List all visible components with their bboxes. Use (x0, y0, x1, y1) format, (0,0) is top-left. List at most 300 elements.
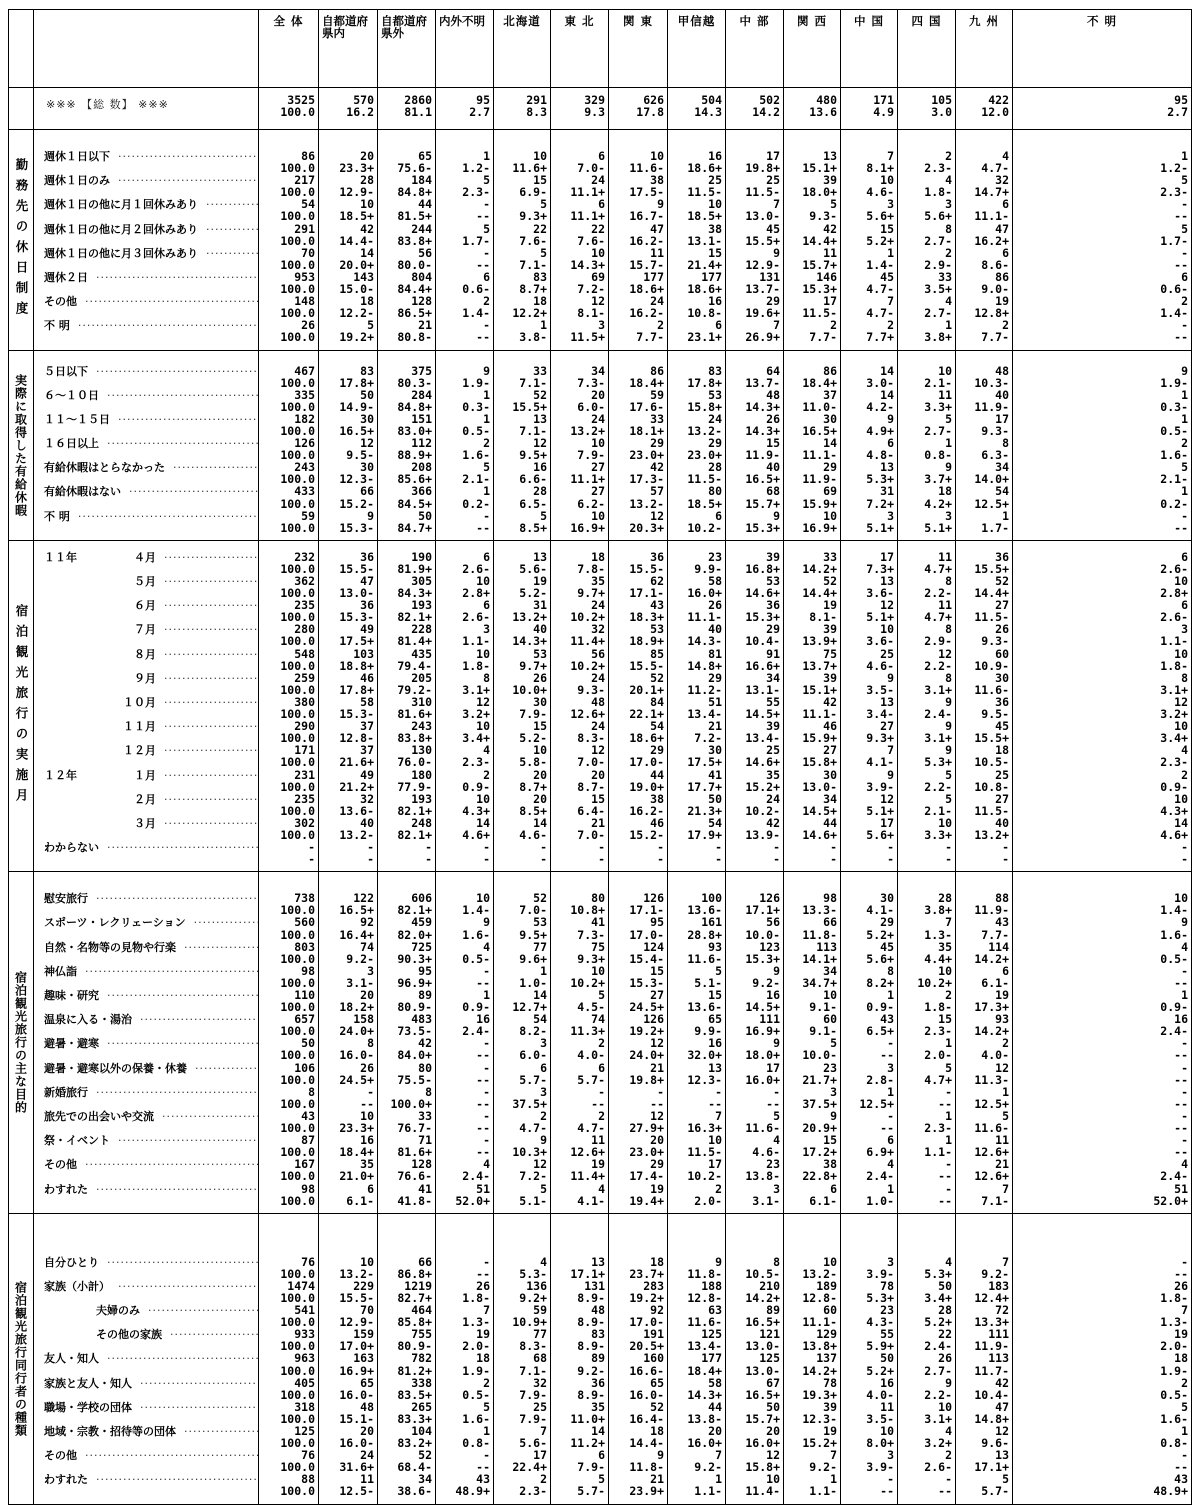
section-title: 宿泊観光旅行同行者の種類 (9, 1213, 34, 1504)
percent-value: -- (1174, 975, 1188, 990)
count-value: 10 (708, 1133, 722, 1148)
count-value: 52 (533, 387, 547, 402)
count-value: 92 (650, 1303, 664, 1318)
count-value: 11 (880, 1399, 894, 1414)
count-value: 12 (476, 694, 490, 709)
percent-value: 84.4+ (397, 282, 432, 297)
count-value: 86 (650, 363, 664, 378)
data-column-cell (378, 130, 436, 351)
count-value: 29 (650, 436, 664, 451)
percent-value: 13.6- (687, 1000, 722, 1015)
row-label (34, 841, 258, 865)
category-label: 避暑・避寒以外の保養・休養 (44, 1061, 187, 1075)
data-column-cell (378, 872, 436, 1213)
column-header: 内外不明 (436, 10, 494, 88)
count-value: 47 (995, 221, 1009, 236)
percent-value: 6.9+ (866, 1145, 894, 1160)
percent-value: 7.9- (577, 448, 605, 463)
month-label: ４月 (134, 550, 156, 564)
percent-value: 8.2- (519, 1024, 547, 1039)
percent-value: 81.6+ (397, 1145, 432, 1160)
percent-value: 75.5- (397, 1072, 432, 1087)
percent-value: 2.4- (1160, 1169, 1188, 1184)
percent-value: 14.4+ (802, 586, 837, 601)
count-value: 9 (830, 1108, 837, 1123)
percent-value: 84.0+ (397, 1048, 432, 1063)
data-column-cell (609, 350, 668, 540)
percent-value: 18.5+ (339, 209, 374, 224)
data-column-cell (551, 872, 609, 1213)
leader-dots (107, 389, 258, 413)
count-value: 22 (533, 221, 547, 236)
count-value: 9 (887, 767, 894, 782)
percent-value: 14.3+ (687, 1387, 722, 1402)
count-value: 4 (483, 939, 490, 954)
total-value (841, 88, 898, 130)
count-value: 6 (715, 508, 722, 523)
percent-value: 15.2+ (802, 1436, 837, 1451)
percent-value: 4.7- (866, 306, 894, 321)
count-value: 30 (708, 743, 722, 758)
count-value: 380 (294, 694, 315, 709)
count-value: 738 (294, 891, 315, 906)
count-value: - (1181, 1254, 1188, 1269)
percent-value: 22.1+ (629, 707, 664, 722)
count-value: 23 (766, 1157, 780, 1172)
total-value (609, 88, 668, 130)
count-value: 9 (945, 1375, 952, 1390)
count-value: 5 (1181, 221, 1188, 236)
percent-value: 5.1- (519, 1193, 547, 1208)
percent-value: 9.7+ (577, 586, 605, 601)
percent-value: 1.4- (462, 306, 490, 321)
count-value: 6 (483, 549, 490, 564)
row-label (34, 1062, 258, 1086)
percent-value: 11.6- (745, 1121, 780, 1136)
percent-value: 10.8- (687, 306, 722, 321)
count-value: 29 (880, 915, 894, 930)
count-value: 9 (715, 1254, 722, 1269)
count-value: 5 (1181, 1399, 1188, 1414)
count-value: 265 (411, 1399, 432, 1414)
percent-value: 5.7- (519, 1072, 547, 1087)
percent-value: 0.8- (462, 1436, 490, 1451)
percent-value: 84.8+ (397, 185, 432, 200)
count-value: 20 (591, 767, 605, 782)
leader-dots (164, 575, 258, 599)
count-value: 302 (294, 815, 315, 830)
row-label (34, 437, 258, 461)
count-value: - (483, 840, 490, 855)
count-value: 43 (995, 915, 1009, 930)
data-column-cell (898, 872, 956, 1213)
data-column-cell (668, 350, 726, 540)
month-label: ７月 (134, 623, 156, 637)
percent-value: 10.5- (974, 755, 1009, 770)
percent-value: 8.1- (577, 306, 605, 321)
percent-value: 73.5- (397, 1024, 432, 1039)
column-header: 北海道 (494, 10, 551, 88)
percent-value: 4.0- (866, 1387, 894, 1402)
count-value: 3 (945, 197, 952, 212)
percent-value: 7.3- (577, 927, 605, 942)
count-value: 248 (411, 815, 432, 830)
percent-value: 3.1+ (1160, 682, 1188, 697)
percent-value: 12.3- (802, 1411, 837, 1426)
count-value: 1 (945, 318, 952, 333)
percent-value: 5.3+ (924, 1266, 952, 1281)
percent-value: 15.9+ (802, 496, 837, 511)
total-percent: 100.0 (280, 105, 315, 120)
count-value: 205 (411, 670, 432, 685)
percent-value: - (773, 852, 780, 867)
percent-value: 16.2- (629, 306, 664, 321)
count-value: 12 (995, 1424, 1009, 1438)
count-value: 13 (708, 1060, 722, 1075)
count-value: 36 (591, 1375, 605, 1390)
percent-value: 15.7+ (802, 257, 837, 272)
percent-value: 1.8- (462, 658, 490, 673)
percent-value: 100.0+ (390, 1096, 432, 1111)
count-value: 137 (816, 1351, 837, 1366)
count-value: 9 (773, 245, 780, 260)
row-labels (34, 1213, 259, 1504)
leader-dots (107, 1256, 258, 1280)
count-value: 229 (353, 1278, 374, 1293)
percent-value: 13.8- (745, 1169, 780, 1184)
percent-value: 5.2- (519, 731, 547, 746)
count-value: - (483, 1254, 490, 1269)
count-value: 182 (294, 411, 315, 426)
percent-value: 100.0 (280, 903, 315, 918)
count-value: 50 (418, 508, 432, 523)
count-value: 9 (483, 363, 490, 378)
category-label: その他の家族 (96, 1328, 162, 1342)
percent-value: 100.0 (280, 233, 315, 248)
percent-value: 18.5+ (687, 496, 722, 511)
percent-value: 1.4- (866, 257, 894, 272)
percent-value: -- (1174, 1072, 1188, 1087)
count-value: 10 (1174, 719, 1188, 734)
count-value: 464 (411, 1303, 432, 1318)
percent-value: 11.9- (974, 399, 1009, 414)
count-value: 803 (294, 939, 315, 954)
count-value: 69 (591, 269, 605, 284)
percent-value: 2.7- (924, 1363, 952, 1378)
count-value: 12 (650, 1108, 664, 1123)
count-value: 19 (823, 1424, 837, 1438)
count-value: 58 (360, 694, 374, 709)
percent-value: 11.4+ (570, 1169, 605, 1184)
category-label: １６日以上 (44, 437, 99, 451)
percent-value: 13.1- (687, 233, 722, 248)
count-value: 6 (598, 1060, 605, 1075)
count-value: 146 (816, 269, 837, 284)
percent-value: 14.2+ (974, 1024, 1009, 1039)
count-value: - (367, 840, 374, 855)
count-value: 17 (823, 294, 837, 309)
count-value: 65 (708, 1012, 722, 1027)
count-value: 2 (887, 318, 894, 333)
count-value: 2 (830, 318, 837, 333)
count-value: 27 (591, 460, 605, 475)
percent-value: 100.0 (280, 496, 315, 511)
count-value: 1 (945, 436, 952, 451)
percent-value: 16.9+ (745, 1024, 780, 1039)
percent-value: 2.2- (924, 1387, 952, 1402)
percent-value: 11.5+ (570, 330, 605, 345)
percent-value: -- (476, 1072, 490, 1087)
year-label (44, 575, 108, 599)
percent-value: 1.6- (462, 927, 490, 942)
count-value: 93 (708, 939, 722, 954)
percent-value: 13.2+ (974, 827, 1009, 842)
data-column-cell (378, 1213, 436, 1504)
count-value: 14 (533, 988, 547, 1002)
count-value: 16 (476, 1012, 490, 1027)
count-value: 48 (591, 1303, 605, 1318)
percent-value: 3.2+ (924, 1436, 952, 1451)
percent-value: 13.4- (687, 1339, 722, 1354)
total-percent: 14.3 (694, 105, 722, 120)
count-value: 75 (591, 939, 605, 954)
count-value: 13 (823, 149, 837, 163)
percent-value: - (1181, 852, 1188, 867)
count-value: - (773, 840, 780, 855)
row-label (34, 720, 258, 744)
count-value: 65 (418, 149, 432, 163)
count-value: 92 (360, 915, 374, 930)
count-value: 15 (708, 245, 722, 260)
percent-value: 12.9- (745, 257, 780, 272)
count-value: 210 (759, 1278, 780, 1293)
count-value: 20 (360, 988, 374, 1002)
count-value: 160 (643, 1351, 664, 1366)
percent-value: 100.0 (280, 1290, 315, 1305)
percent-value: 11.6- (974, 1121, 1009, 1136)
leader-dots (173, 461, 258, 485)
count-value: 10 (591, 963, 605, 978)
count-value: 11 (823, 245, 837, 260)
percent-value: -- (766, 1096, 780, 1111)
percent-value: 10.2+ (570, 658, 605, 673)
count-value: 5 (540, 197, 547, 212)
count-value: 6 (1181, 549, 1188, 564)
percent-value: 0.9- (462, 1000, 490, 1015)
leader-dots (107, 437, 258, 461)
count-value: 280 (294, 622, 315, 637)
percent-value: 2.4- (924, 707, 952, 722)
category-label: 家族（小計） (44, 1279, 110, 1293)
percent-value: 7.8- (577, 561, 605, 576)
percent-value: 13.8+ (802, 1339, 837, 1354)
leader-dots (164, 769, 258, 793)
percent-value: 100.0 (280, 731, 315, 746)
count-value: - (308, 840, 315, 855)
leader-dots (85, 1158, 258, 1182)
count-value: 10 (476, 574, 490, 588)
count-value: 32 (533, 1375, 547, 1390)
count-value: 2 (598, 1036, 605, 1051)
count-value: 7 (887, 149, 894, 163)
percent-value: 14.8+ (687, 658, 722, 673)
count-value: 80 (591, 891, 605, 906)
percent-value: 1.0- (866, 1193, 894, 1208)
count-value: 4 (1181, 743, 1188, 758)
percent-value: 9.0- (981, 282, 1009, 297)
percent-value: -- (938, 1169, 952, 1184)
percent-value: 5.1+ (866, 520, 894, 535)
data-column-cell (668, 130, 726, 351)
row-label (34, 223, 258, 247)
count-value: 2 (483, 767, 490, 782)
count-value: 657 (294, 1012, 315, 1027)
row-label (34, 1013, 258, 1037)
count-value: 177 (701, 1351, 722, 1366)
count-value: 6 (598, 197, 605, 212)
percent-value: 7.6- (577, 233, 605, 248)
leader-dots (96, 365, 258, 389)
count-value: 78 (823, 1375, 837, 1390)
leader-dots (164, 623, 258, 647)
percent-value: 3.1- (346, 975, 374, 990)
count-value: - (483, 1108, 490, 1123)
count-value: 20 (591, 387, 605, 402)
count-value: 41 (708, 767, 722, 782)
percent-value: 11.9- (974, 1339, 1009, 1354)
percent-value: 100.0 (280, 1484, 315, 1499)
percent-value: 17.0- (629, 1315, 664, 1330)
percent-value: -- (1174, 1145, 1188, 1160)
percent-value: 17.0+ (339, 1339, 374, 1354)
leader-dots (78, 510, 258, 534)
count-value: 5 (483, 221, 490, 236)
percent-value: 14.5+ (802, 803, 837, 818)
percent-value: 20.9+ (802, 1121, 837, 1136)
total-count: 502 (759, 93, 780, 107)
leader-dots (107, 1037, 258, 1061)
count-value: 151 (411, 411, 432, 426)
percent-value: 1.3- (924, 927, 952, 942)
count-value: 1 (483, 149, 490, 163)
corner-cell (9, 10, 34, 88)
row-label (34, 461, 258, 485)
percent-value: 9.2- (981, 1266, 1009, 1281)
data-column-cell (436, 872, 494, 1213)
count-value: 10 (533, 149, 547, 163)
percent-value: 52.0+ (455, 1193, 490, 1208)
percent-value: 3.7+ (924, 472, 952, 487)
percent-value: 17.5- (629, 185, 664, 200)
percent-value: 22.4+ (512, 1460, 547, 1475)
count-value: 59 (301, 508, 315, 523)
count-value: 12 (591, 294, 605, 309)
count-value: 6 (598, 1448, 605, 1463)
percent-value: 5.7- (577, 1072, 605, 1087)
count-value: 755 (411, 1327, 432, 1342)
percent-value: 16.4- (629, 1411, 664, 1426)
percent-value: 15.3+ (745, 610, 780, 625)
percent-value: 0.3- (1160, 399, 1188, 414)
total-count: 480 (816, 93, 837, 107)
column-header: 自都道府県内 (319, 10, 378, 88)
percent-value: 14.3+ (745, 423, 780, 438)
count-value: 52 (533, 891, 547, 906)
percent-value: 2.9- (924, 634, 952, 649)
data-column-cell (494, 350, 551, 540)
count-value: 54 (301, 197, 315, 212)
percent-value: 100.0 (280, 1048, 315, 1063)
percent-value: 15.3- (339, 610, 374, 625)
count-value: 125 (294, 1424, 315, 1438)
percent-value: 23.0+ (687, 448, 722, 463)
total-value (378, 88, 436, 130)
count-value: 4 (945, 1254, 952, 1269)
count-value: 21 (995, 1157, 1009, 1172)
percent-value: 10.5- (745, 1266, 780, 1281)
count-value: 725 (411, 939, 432, 954)
count-value: 106 (294, 1060, 315, 1075)
percent-value: 80.9- (397, 1000, 432, 1015)
data-column-cell (841, 1213, 898, 1504)
count-value: 1 (945, 1108, 952, 1123)
count-value: 12 (880, 791, 894, 806)
category-label: 週休１日以下 (44, 150, 110, 163)
count-value: 5 (715, 963, 722, 978)
table-body (9, 10, 1192, 1505)
count-value: 11 (650, 245, 664, 260)
leader-dots (107, 841, 258, 865)
count-value: 19 (591, 1157, 605, 1172)
percent-value: 3.1+ (924, 731, 952, 746)
data-column-cell (436, 130, 494, 351)
total-value (1013, 88, 1192, 130)
percent-value: -- (476, 1096, 490, 1111)
percent-value: 15.5+ (974, 731, 1009, 746)
row-label (34, 150, 258, 174)
percent-value: 18.1+ (629, 423, 664, 438)
percent-value: 10.9- (974, 658, 1009, 673)
count-value: 7 (945, 915, 952, 930)
row-label (34, 941, 258, 965)
percent-value: 5.3- (519, 1266, 547, 1281)
percent-value: 2.4- (462, 1024, 490, 1039)
count-value: 20 (708, 1424, 722, 1438)
count-value: 5 (830, 1036, 837, 1051)
percent-value: 3.4+ (462, 731, 490, 746)
percent-value: 17.7+ (687, 779, 722, 794)
count-value: 13 (880, 694, 894, 709)
data-column-cell (726, 130, 784, 351)
percent-value: 16.0+ (745, 1436, 780, 1451)
category-label: 新婚旅行 (44, 1085, 88, 1099)
count-value: - (598, 840, 605, 855)
percent-value: 0.5- (462, 951, 490, 966)
percent-value: 14.6+ (745, 755, 780, 770)
percent-value: 76.6- (397, 1169, 432, 1184)
data-column-cell (726, 350, 784, 540)
percent-value: 15.1+ (802, 161, 837, 176)
count-value: 10 (1174, 791, 1188, 806)
count-value: 67 (766, 1375, 780, 1390)
percent-value: 14.6+ (802, 827, 837, 842)
percent-value: 17.1+ (745, 903, 780, 918)
count-value: 80 (418, 1060, 432, 1075)
count-value: 68 (766, 484, 780, 499)
percent-value: 100.0 (280, 375, 315, 390)
count-value: - (945, 1181, 952, 1196)
count-value: 56 (591, 646, 605, 661)
